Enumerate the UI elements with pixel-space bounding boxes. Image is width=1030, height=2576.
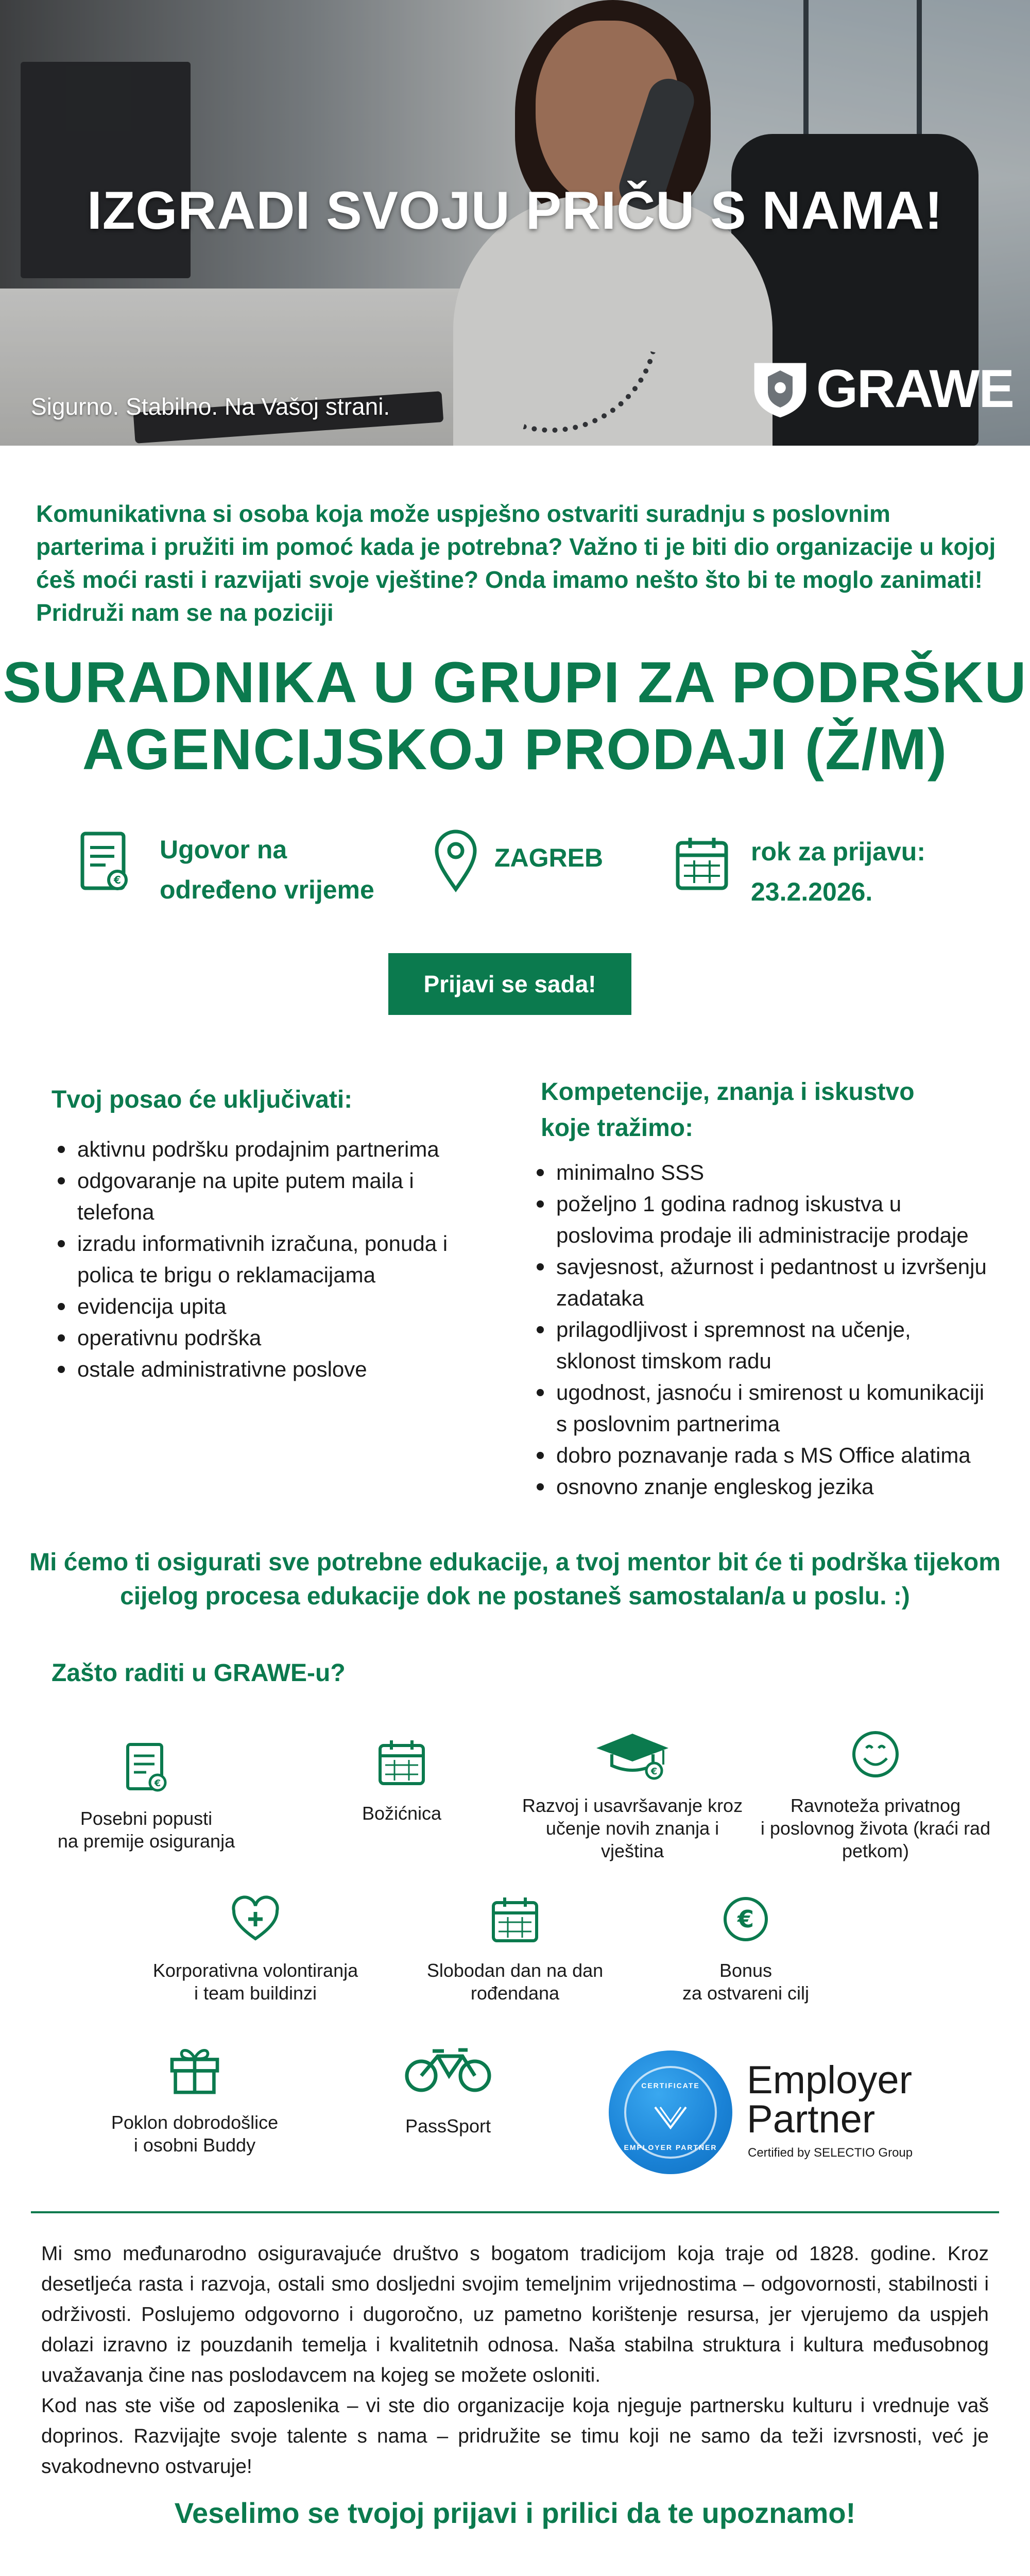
ep-title-line: Partner [747, 2097, 876, 2141]
list-item: odgovaranje na upite putem maila i telefona [52, 1165, 464, 1228]
benefit-text: i osobni Buddy [133, 2134, 256, 2156]
hero-title: IZGRADI SVOJU PRIČU S NAMA! [87, 181, 943, 241]
svg-text:€: € [650, 1766, 658, 1777]
list-item: poželjno 1 godina radnog iskustva u poslovima prodaje ili administracije prodaje [530, 1188, 994, 1251]
benefit-text: za ostvareni cilj [682, 1982, 810, 2004]
benefit-text: petkom) [842, 1840, 909, 1861]
grawe-logo [749, 355, 1014, 422]
benefit-text: Poklon dobrodošlice [111, 2112, 279, 2133]
benefit-text: na premije osiguranja [57, 1831, 235, 1852]
benefit-discounts [12, 1741, 280, 1853]
list-item: evidencija upita [52, 1291, 464, 1322]
benefit-birthday-off [381, 1893, 649, 2005]
location-info [427, 827, 603, 894]
why-heading: Zašto raditi u GRAWE-u? [52, 1659, 346, 1687]
list-item: dobro poznavanje rada s MS Office alatima [530, 1439, 994, 1471]
mentor-note [0, 1546, 1030, 1614]
ep-title-line: Employer [747, 2058, 912, 2102]
list-item: operativnu podrška [52, 1322, 464, 1353]
mentor-line: cijelog procesa edukacije dok ne postaneš samostalan/a u poslu. :) [120, 1583, 910, 1610]
contract-info [77, 829, 374, 910]
contract-line: određeno vrijeme [160, 875, 374, 904]
badge-bottom-text: EMPLOYER PARTNER [624, 2143, 717, 2151]
deadline-info [674, 832, 925, 912]
benefit-text: i team buildinzi [194, 1982, 317, 2004]
benefit-bonus [612, 1893, 880, 2005]
requirements-list [530, 1157, 994, 1502]
heart-plus-icon [230, 1893, 281, 1945]
smiley-icon [850, 1728, 901, 1780]
apply-now-button[interactable]: Prijavi se sada! [388, 953, 631, 1015]
euro-coin-icon [720, 1893, 771, 1945]
contract-line: Ugovor na [160, 835, 287, 864]
list-item: izradu informativnih izračuna, ponuda i polica te brigu o reklamacijama [52, 1228, 464, 1291]
benefit-text: Ravnoteža privatnog [790, 1795, 961, 1816]
about-paragraph: Kod nas ste više od zaposlenika – vi ste dio organizacije koja njeguje partnersku kulturu i vrednuje vaš doprinos. Razvijajte svoje talente s nama – pridružite se timu koji ne samo da teži izvrsnosti, već je svakodnevno ostvaruje! [41, 2395, 989, 2478]
list-item: ugodnost, jasnoću i smirenost u komunikaciji s poslovnim partnerima [530, 1377, 994, 1439]
hero-tagline: Sigurno. Stabilno. Na Vašoj strani. [31, 393, 390, 420]
intro-text: Komunikativna si osoba koja može uspješno ostvariti suradnju s poslovnim parterima i pružiti im pomoć kada je potrebna? Važno ti je biti dio organizacije u kojoj ćeš moći rasti i razvijati svoje vještine? Onda imamo nešto što bi te moglo zanimati! Pridruži nam se na poziciji [36, 500, 996, 626]
outro-text: Veselimo se tvojoj prijavi i prilici da te upoznamo! [174, 2497, 856, 2529]
calendar-icon [489, 1893, 541, 1945]
duties-heading: Tvoj posao će uključivati: [52, 1086, 353, 1113]
benefit-text: Korporativna volontiranja [152, 1960, 358, 1981]
hero-banner [0, 0, 1030, 446]
location-text: ZAGREB [494, 843, 604, 872]
list-item: ostale administrativne poslove [52, 1353, 464, 1385]
location-pin-icon [427, 827, 484, 894]
logo-text: GRAWE [816, 359, 1014, 419]
svg-text:€: € [114, 874, 121, 886]
employer-partner-title [747, 2058, 912, 2141]
benefit-volunteering [122, 1893, 389, 2005]
svg-text:€: € [154, 1778, 161, 1789]
benefit-text: Božićnica [362, 1803, 442, 1824]
list-item: minimalno SSS [530, 1157, 994, 1188]
mentor-line: Mi ćemo ti osigurati sve potrebne edukacije, a tvoj mentor bit će ti podrška tijekom [29, 1549, 1001, 1576]
section-divider [31, 2211, 999, 2213]
benefit-development [499, 1728, 766, 1862]
about-paragraph: Mi smo međunarodno osiguravajuće društvo s bogatom tradicijom koja traje od 1828. godine. Kroz desetljeća rasta i razvoja, ostali smo dosljedni svojim temeljnim vrijednostima – odgovornosti, stabilnosti i održivosti. Poslujemo odgovorno i dugoročno, uz pametno korištenje resursa, jer vjerujemo da uspjeh dolazi izravno iz pouzdanih temelja i kvalitetnih odnosa. Naša stabilna struktura i kultura međusobnog uvažavanja čine nas poslodavcem na kojeg se možete osloniti. [41, 2243, 989, 2386]
benefit-text: i poslovnog života (kraći rad [760, 1818, 991, 1839]
benefit-work-life-balance [742, 1728, 1009, 1862]
job-title-line: SURADNIKA U GRUPI ZA PODRŠKU [3, 650, 1027, 715]
job-title [0, 649, 1030, 783]
contract-icon [77, 829, 134, 896]
benefit-text: učenje novih znanja i [545, 1818, 719, 1839]
duties-list [52, 1133, 464, 1385]
requirements-heading: Kompetencije, znanja i iskustvo koje tražimo: [541, 1078, 915, 1142]
svg-text:€: € [737, 1905, 754, 1933]
badge-top-text: CERTIFICATE [641, 2081, 700, 2090]
benefit-text: Slobodan dan na dan [426, 1960, 604, 1981]
graduation-cap-icon [591, 1728, 674, 1780]
benefit-text: Razvoj i usavršavanje kroz [522, 1795, 743, 1816]
calendar-icon [376, 1736, 427, 1788]
benefit-text: PassSport [405, 2115, 491, 2137]
benefit-text: Posebni popusti [80, 1808, 213, 1829]
benefit-passsport [314, 2043, 582, 2138]
benefit-text: Bonus [719, 1960, 772, 1981]
benefit-text: rođendana [470, 1982, 560, 2004]
list-item: osnovno znanje engleskog jezika [530, 1471, 994, 1502]
employer-partner-subtitle: Certified by SELECTIO Group [748, 2146, 913, 2160]
bicycle-icon [402, 2043, 494, 2094]
list-item: aktivnu podršku prodajnim partnerima [52, 1133, 464, 1165]
deadline-line: rok za prijavu: [751, 837, 925, 866]
calendar-icon [674, 832, 730, 899]
benefit-welcome-gift [61, 2040, 329, 2157]
deadline-line: 23.2.2026. [751, 877, 873, 906]
benefit-christmas-bonus [268, 1736, 536, 1825]
grawe-shield-icon [749, 358, 811, 420]
job-title-line: AGENCIJSKOJ PRODAJI (Ž/M) [82, 717, 948, 782]
discount-document-icon [121, 1741, 172, 1793]
list-item: savjesnost, ažurnost i pedantnost u izvršenju zadataka [530, 1251, 994, 1314]
about-company [41, 2239, 989, 2482]
list-item: prilagodljivost i spremnost na učenje, sklonost timskom radu [530, 1314, 994, 1377]
gift-icon [166, 2040, 223, 2097]
benefit-text: vještina [600, 1840, 664, 1861]
badge-laurel-icon [650, 2102, 691, 2133]
